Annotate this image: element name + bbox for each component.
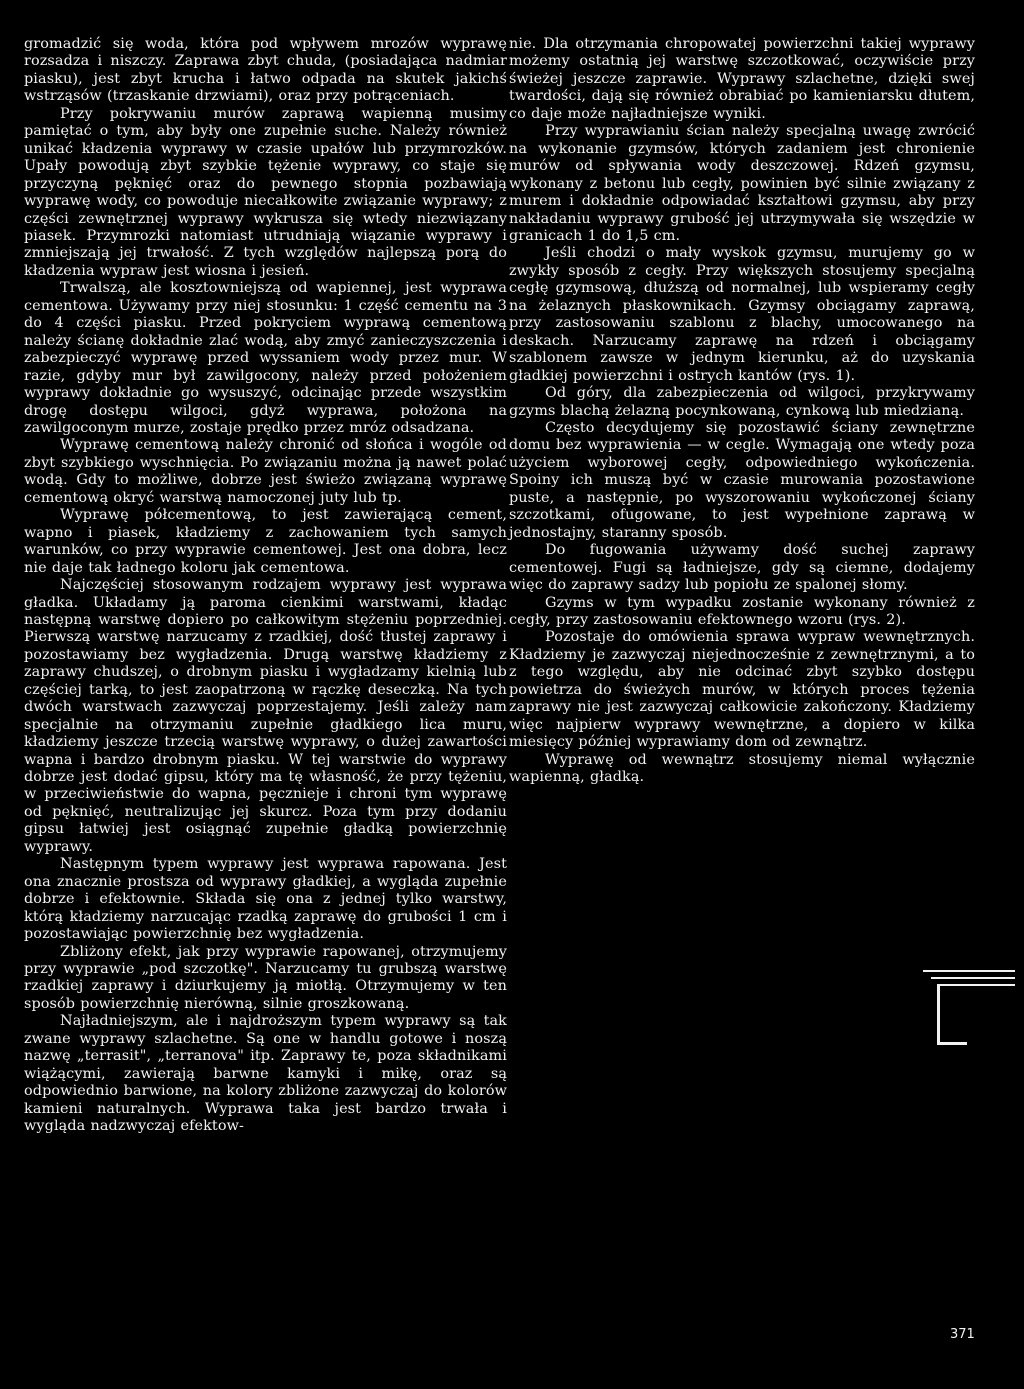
- paragraph: gromadzić się woda, która pod wpływem mrozów wyprawę rozsadza i niszczy. Zaprawa zbyt chuda, (posiadająca nadmiar piasku), jest zbyt krucha i łatwo odpada na skutek jakichś wstrząsów (trzaskanie drzwiami), oraz przy potrąceniach.: [24, 36, 507, 105]
- left-column: [24, 36, 507, 1136]
- paragraph: Wyprawę półcementową, to jest zawierającą cement, wapno i piasek, kładziemy z zachowaniem tych samych warunków, co przy wyprawie cementowej. Jest ona dobra, lecz nie daje tak ładnego koloru jak cementowa.: [24, 507, 507, 576]
- cornice-rule-decoration: [923, 970, 1015, 1050]
- paragraph: Przy pokrywaniu murów zaprawą wapienną musimy pamiętać o tym, aby były one zupełnie suche. Należy również unikać kładzenia wyprawy w czasie upałów lub przymrozków. Upały powodują zbyt szybkie tężenie wyprawy, co staje się przyczyną pęknięć oraz do pewnego stopnia pozbawiają wyprawę wody, co powoduje niecałkowite związanie wyprawy; z części zewnętrznej wyprawy wykrusza się wtedy niezwiązany piasek. Przymrozki natomiast utrudniają wiązanie wyprawy i zmniejszają jej trwałość. Z tych względów najlepszą porą do kładzenia wypraw jest wiosna i jesień.: [24, 105, 507, 279]
- paragraph: nie. Dla otrzymania chropowatej powierzchni takiej wyprawy możemy ostatnią jej warstwę szczotkować, oczywiście przy świeżej jeszcze zaprawie. Wyprawy szlachetne, dzięki swej twardości, dają się również obrabiać po kamieniarsku dłutem, co daje może najładniejsze wyniki.: [509, 36, 975, 122]
- paragraph: Od góry, dla zabezpieczenia od wilgoci, przykrywamy gzyms blachą żelazną pocynkowaną, cynkową lub miedzianą.: [509, 385, 975, 419]
- paragraph: Wyprawę cementową należy chronić od słońca i wogóle od zbyt szybkiego wyschnięcia. Po związaniu można ją nawet polać wodą. Gdy to możliwe, dobrze jest świeżo związaną wyprawę cementową okryć warstwą namoczonej juty lub tp.: [24, 437, 507, 506]
- page-number: 371: [950, 1327, 975, 1342]
- paragraph: Najładniejszym, ale i najdroższym typem wyprawy są tak zwane wyprawy szlachetne. Są one w handlu gotowe i noszą nazwę „terrasit", „terranova" itp. Zaprawy te, poza składnikami wiążącymi, zawierają barwne kamyki i mikę, oraz są odpowiednio barwione, na kolory zbliżone zazwyczaj do kolorów kamieni naturalnych. Wyprawa taka jest bardzo trwała i wygląda nadzwyczaj efektow-: [24, 1013, 507, 1135]
- paragraph: Często decydujemy się pozostawić ściany zewnętrzne domu bez wyprawienia — w cegle. Wymagają one wtedy poza użyciem wyborowej cegły, odpowiedniego wykończenia. Spoiny ich muszą być w czasie murowania pozostawione puste, a następnie, po wyszorowaniu wykończonej ściany szczotkami, ofugowane, to jest wypełnione zaprawą w jednostajny, staranny sposób.: [509, 419, 975, 541]
- paragraph: Pozostaje do omówienia sprawa wypraw wewnętrznych. Kładziemy je zazwyczaj niejednocześnie z zewnętrznymi, a to z tego względu, aby nie odcinać zbyt szybko dostępu powietrza do świeżych murów, w których proces tężenia zaprawy nie jest zazwyczaj całkowicie zakończony. Kładziemy więc najpierw wyprawy wewnętrzne, a dopiero w kilka miesięcy później wyprawiamy dom od zewnątrz.: [509, 629, 975, 751]
- paragraph: Najczęściej stosowanym rodzajem wyprawy jest wyprawa gładka. Układamy ją paroma cienkimi warstwami, kładąc następną warstwę dopiero po całkowitym stężeniu poprzedniej. Pierwszą warstwę narzucamy z rzadkiej, dość tłustej zaprawy i pozostawiamy bez wygładzenia. Drugą warstwę kładziemy z zaprawy chudszej, o drobnym piasku i wygładzamy kielnią lub częściej tarką, to jest zaopatrzoną w rączkę deseczką. Na tych dwóch warstwach zazwyczaj poprzestajemy. Jeśli zależy nam specjalnie na otrzymaniu zupełnie gładkiego lica muru, kładziemy jeszcze trzecią warstwę wyprawy, o dużej zawartości wapna i bardzo drobnym piasku. W tej warstwie do wyprawy dobrze jest dodać gipsu, który ma tę własność, że przy tężeniu, w przeciwieństwie do wapna, pęcznieje i chroni tym wyprawę od pęknięć, neutralizując jej skurcz. Poza tym przy dodaniu gipsu łatwiej jest osiągnąć zupełnie gładką powierzchnię wyprawy.: [24, 577, 507, 855]
- paragraph: Zbliżony efekt, jak przy wyprawie rapowanej, otrzymujemy przy wyprawie „pod szczotkę". Narzucamy tu grubszą warstwę rzadkiej zaprawy i dziurkujemy ją miotłą. Otrzymujemy w ten sposób powierzchnię nierówną, silnie groszkowaną.: [24, 943, 507, 1012]
- paragraph: Do fugowania używamy dość suchej zaprawy cementowej. Fugi są ładniejsze, gdy są ciemne, dodajemy więc do zaprawy sadzy lub popiołu ze spalonej słomy.: [509, 542, 975, 594]
- paragraph: Przy wyprawianiu ścian należy specjalną uwagę zwrócić na wykonanie gzymsów, których zadaniem jest chronienie murów od spływania wody deszczowej. Rdzeń gzymsu, wykonany z betonu lub cegły, powinien być silnie związany z murem i dokładnie odpowiadać kształtowi gzymsu, aby przy nakładaniu wyprawy grubość jej utrzymywała się wszędzie w granicach 1 do 1,5 cm.: [509, 123, 975, 244]
- paragraph: Trwalszą, ale kosztowniejszą od wapiennej, jest wyprawa cementowa. Używamy przy niej stosunku: 1 część cementu na 3 do 4 części piasku. Przed pokryciem wyprawą cementową należy ścianę dokładnie zlać wodą, aby zmyć zanieczyszczenia i zabezpieczyć wyprawę przed wyssaniem wody przez mur. W razie, gdyby mur był zawilgocony, należy przed położeniem wyprawy dokładnie go wysuszyć, odcinając przede wszystkim drogę dostępu wilgoci, gdyż wyprawa, położona na zawilgoconym murze, zostaje prędko przez mróz odsadzana.: [24, 280, 507, 436]
- paragraph: Gzyms w tym wypadku zostanie wykonany również z cegły, przy zastosowaniu efektownego wzoru (rys. 2).: [509, 594, 975, 628]
- paragraph: Następnym typem wyprawy jest wyprawa rapowana. Jest ona znacznie prostsza od wyprawy gładkiej, a wygląda zupełnie dobrze i efektownie. Składa się ona z jednej tylko warstwy, którą kładziemy narzucając rzadką zaprawę do grubości 1 cm i pozostawiając powierzchnię bez wygładzenia.: [24, 856, 507, 943]
- paragraph: Wyprawę od wewnątrz stosujemy niemal wyłącznie wapienną, gładką.: [509, 751, 975, 786]
- paragraph: Jeśli chodzi o mały wyskok gzymsu, murujemy go w zwykły sposób z cegły. Przy większych stosujemy specjalną cegłę gzymsową, dłuższą od normalnej, lub wspieramy cegły na żelaznych płaskownikach. Gzymsy obciągamy zaprawą, przy zastosowaniu szablonu z blachy, umocowanego na deskach. Narzucamy zaprawę na rdzeń i obciągamy szablonem zawsze w jednym kierunku, aż do uzyskania gładkiej powierzchni i ostrych kantów (rys. 1).: [509, 245, 975, 384]
- right-column: [509, 36, 975, 786]
